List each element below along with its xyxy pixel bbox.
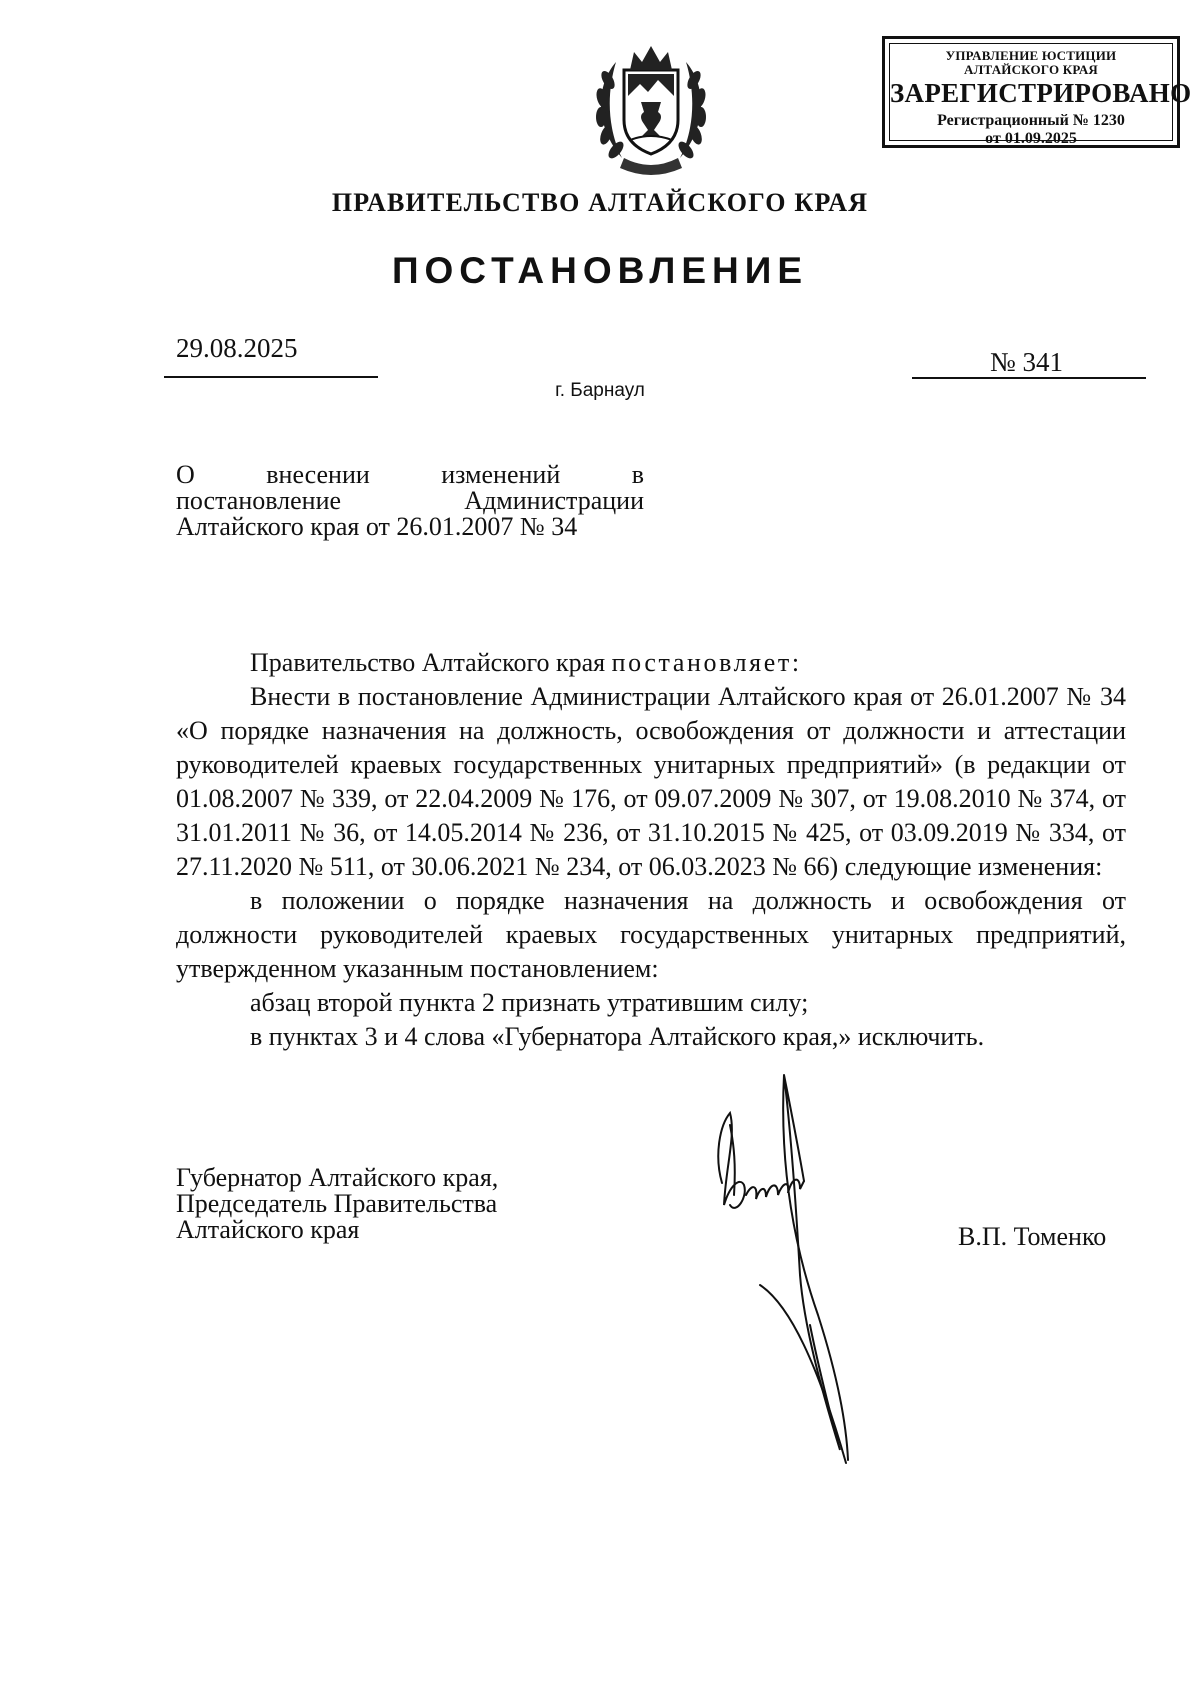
- registration-stamp: [882, 36, 1192, 148]
- decree-body: [176, 646, 1126, 1054]
- number-underline: [912, 377, 1146, 379]
- document-type-title: ПОСТАНОВЛЕНИЕ: [391, 250, 809, 291]
- decree-subject: [176, 462, 644, 540]
- body-intro-lead: Правительство Алтайского края: [250, 648, 612, 677]
- body-intro-verb: постановляет:: [611, 648, 802, 677]
- stamp-inner-frame: [889, 43, 1192, 147]
- government-title: ПРАВИТЕЛЬСТВО АЛТАЙСКОГО КРАЯ: [331, 188, 869, 217]
- body-intro: [176, 646, 1126, 680]
- stamp-reg-number: Регистрационный № 1230: [937, 112, 1125, 129]
- stamp-dept-line1: УПРАВЛЕНИЕ ЮСТИЦИИ: [945, 48, 1117, 63]
- issue-city: г. Барнаул: [555, 380, 645, 401]
- signatory-title: [176, 1165, 498, 1243]
- signatory-title-line3: Алтайского края: [176, 1215, 360, 1244]
- body-paragraph-amendment: Внести в постановление Администрации Алтайского края от 26.01.2007 № 34 «О порядке назначения на должность, освобождения от должности и аттестации руководителей краевых государственных унитарных предприятий» (в редакции от 01.08.2007 № 339, от 22.04.2009 № 176, от 09.07.2009 № 307, от 19.08.2010 № 374, от 31.01.2011 № 36, от 14.05.2014 № 236, от 31.10.2015 № 425, от 03.09.2019 № 334, от 27.11.2020 № 511, от 30.06.2021 № 234, от 06.03.2023 № 66) следующие изменения:: [176, 682, 1126, 881]
- signatory-title-line1: Губернатор Алтайского края,: [176, 1163, 499, 1192]
- stamp-reg-date: от 01.09.2025: [985, 130, 1077, 147]
- subject-line1: О внесении изменений в: [176, 460, 644, 489]
- subject-line3: Алтайского края от 26.01.2007 № 34: [176, 512, 578, 541]
- handwritten-signature-icon: [700, 1065, 950, 1475]
- subject-line2: постановление Администрации: [176, 486, 644, 515]
- body-paragraph-regulation: в положении о порядке назначения на должность и освобождения от должности руководителей краевых государственных унитарных предприятий, утвержденном указанным постановлением:: [176, 886, 1126, 983]
- decree-date: 29.08.2025: [176, 333, 298, 363]
- stamp-department: [890, 49, 1172, 76]
- date-underline: [164, 376, 378, 378]
- body-paragraph-item2: в пунктах 3 и 4 слова «Губернатора Алтайского края,» исключить.: [250, 1022, 985, 1051]
- stamp-dept-line2: АЛТАЙСКОГО КРАЯ: [964, 62, 1098, 77]
- decree-number: № 341: [990, 347, 1064, 377]
- stamp-status: ЗАРЕГИСТРИРОВАНО: [890, 78, 1192, 108]
- signatory-title-line2: Председатель Правительства: [176, 1189, 498, 1218]
- coat-of-arms-icon: [586, 40, 716, 180]
- signatory-name: В.П. Томенко: [958, 1222, 1107, 1251]
- body-paragraph-item1: абзац второй пункта 2 признать утратившим силу;: [250, 988, 809, 1017]
